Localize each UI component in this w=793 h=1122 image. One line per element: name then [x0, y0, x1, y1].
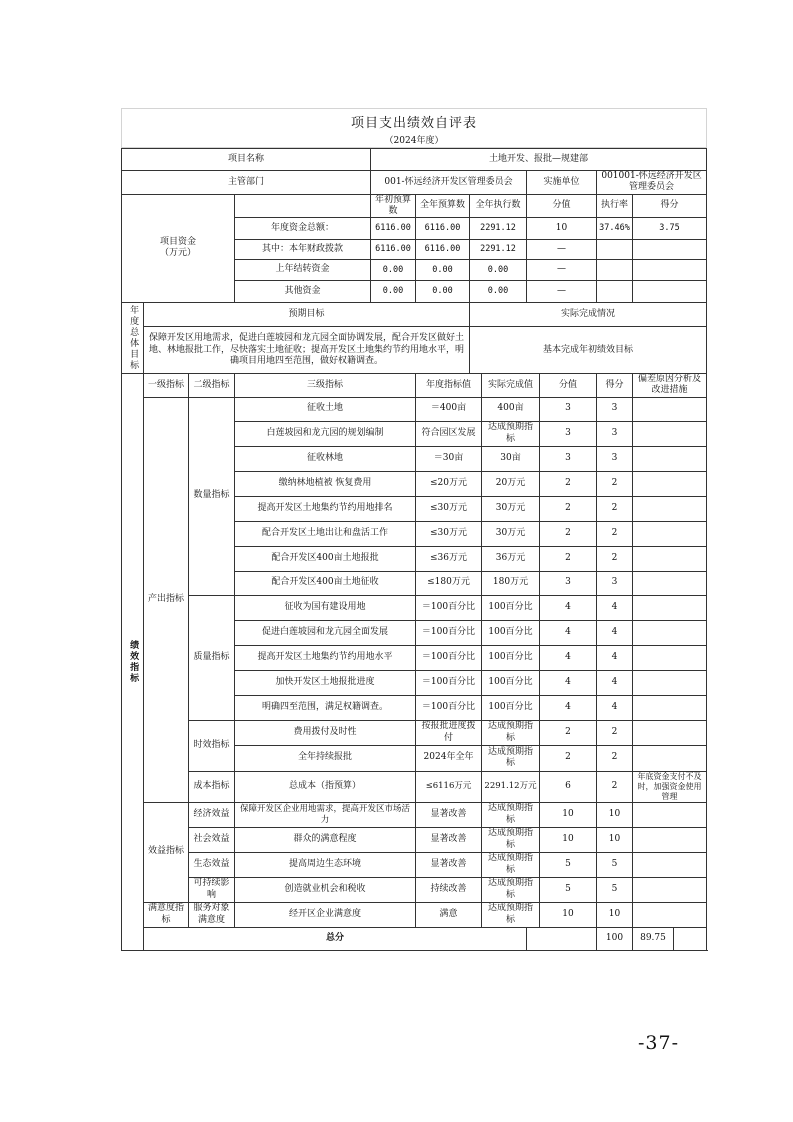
funds-row-label: 其中：本年财政拨款: [235, 240, 371, 260]
indicator-actual: 100百分比: [482, 670, 540, 695]
perf-header-cell: 年度指标值: [416, 374, 482, 398]
indicator-note: [633, 695, 707, 720]
page-title: 项目支出绩效自评表: [350, 116, 477, 131]
indicator-value: 4: [540, 670, 597, 695]
dept-value: 001-怀远经济开发区管理委员会: [371, 171, 527, 195]
indicator-target: ≤30万元: [416, 496, 482, 521]
indicator-target: ＝30亩: [416, 446, 482, 471]
label-project-name: 项目名称: [122, 149, 371, 171]
indicator-note: [633, 720, 707, 745]
total-blank: [527, 927, 597, 950]
indicator-row: [122, 397, 707, 421]
funds-header-cell: 年初预算数: [371, 194, 416, 218]
funds-budget-init: 0.00: [371, 281, 416, 303]
total-value: 100: [597, 927, 633, 950]
funds-executed: 2291.12: [470, 240, 527, 260]
impl-unit-value: 001001-怀远经济开发区管理委员会: [597, 171, 707, 195]
indicator-value: 3: [540, 571, 597, 595]
indicator-name: 费用拨付及时性: [235, 720, 416, 745]
indicator-actual: 达成预期指标: [482, 902, 540, 927]
level1-benefit: 效益指标: [144, 802, 189, 902]
indicator-value: 2: [540, 720, 597, 745]
indicator-score: 2: [597, 745, 633, 771]
funds-score: [633, 281, 707, 303]
indicator-target: ≤30万元: [416, 521, 482, 546]
indicator-value: 3: [540, 397, 597, 421]
indicator-row: [122, 902, 707, 927]
indicator-score: 10: [597, 902, 633, 927]
indicator-actual: 30万元: [482, 521, 540, 546]
indicator-note: [633, 620, 707, 645]
funds-header-cell: 全年执行数: [470, 194, 527, 218]
funds-rate: [597, 240, 633, 260]
perf-header-cell: 分值: [540, 374, 597, 398]
funds-header-cell: 全年预算数: [416, 194, 470, 218]
indicator-row: [122, 720, 707, 745]
level2-timeliness: 时效指标: [189, 720, 235, 771]
funds-budget-full: 0.00: [416, 281, 470, 303]
funds-row-label: 上年结转资金: [235, 260, 371, 281]
indicator-note: [633, 446, 707, 471]
funds-rate: [597, 260, 633, 281]
indicator-score: 4: [597, 670, 633, 695]
total-row: [122, 927, 707, 950]
indicator-value: 2: [540, 496, 597, 521]
indicator-target: ＝100百分比: [416, 620, 482, 645]
funds-budget-full: 0.00: [416, 260, 470, 281]
indicator-note: [633, 802, 707, 827]
indicator-target: ≤6116万元: [416, 771, 482, 802]
indicator-actual: 20万元: [482, 471, 540, 496]
page-number: -37-: [638, 1032, 680, 1054]
indicator-score: 2: [597, 720, 633, 745]
indicator-name: 群众的满意程度: [235, 827, 416, 852]
indicator-note: [633, 902, 707, 927]
indicator-target: 满意: [416, 902, 482, 927]
level2-social: 社会效益: [189, 827, 235, 852]
label-actual-status: 实际完成情况: [470, 303, 707, 327]
perf-header-cell: 实际完成值: [482, 374, 540, 398]
funds-executed: 0.00: [470, 260, 527, 281]
funds-score: [633, 240, 707, 260]
funds-budget-full: 6116.00: [416, 240, 470, 260]
indicator-note: [633, 421, 707, 446]
indicator-name: 配合开发区土地出让和盘活工作: [235, 521, 416, 546]
expected-goal-text: 保障开发区用地需求，促进白莲坡园和龙亢园全面协调发展，配合开发区做好土地、林地报批工作，尽快落实土地征收；提高开发区土地集约节约用地水平，明确项目用地四至范围，做好权籍调查。: [144, 327, 470, 374]
level2-quality: 质量指标: [189, 595, 235, 720]
indicator-note: [633, 827, 707, 852]
funds-budget-init: 6116.00: [371, 240, 416, 260]
indicator-value: 10: [540, 902, 597, 927]
indicator-score: 4: [597, 595, 633, 620]
funds-score-value: —: [527, 240, 597, 260]
indicator-score: 5: [597, 852, 633, 877]
indicator-score: 2: [597, 546, 633, 571]
indicator-score: 2: [597, 471, 633, 496]
indicator-name: 经开区企业满意度: [235, 902, 416, 927]
indicator-row: [122, 771, 707, 802]
level2-cost: 成本指标: [189, 771, 235, 802]
title-box: [121, 108, 707, 148]
level1-output: 产出指标: [144, 397, 189, 802]
funds-header-cell: 执行率: [597, 194, 633, 218]
indicator-note: [633, 571, 707, 595]
indicator-name: 白莲坡园和龙亢园的规划编制: [235, 421, 416, 446]
indicator-target: 持续改善: [416, 877, 482, 902]
indicator-target: ≤180万元: [416, 571, 482, 595]
indicator-value: 4: [540, 620, 597, 645]
indicator-score: 2: [597, 496, 633, 521]
indicator-name: 保障开发区企业用地需求，提高开发区市场活力: [235, 802, 416, 827]
indicator-actual: 36万元: [482, 546, 540, 571]
indicator-name: 明确四至范围，满足权籍调查。: [235, 695, 416, 720]
indicator-name: 配合开发区400亩土地报批: [235, 546, 416, 571]
indicator-value: 6: [540, 771, 597, 802]
indicator-value: 3: [540, 421, 597, 446]
funds-executed: 0.00: [470, 281, 527, 303]
indicator-note: [633, 521, 707, 546]
indicator-score: 4: [597, 695, 633, 720]
indicator-score: 10: [597, 802, 633, 827]
indicator-actual: 达成预期指标: [482, 720, 540, 745]
indicator-note: [633, 546, 707, 571]
funds-header-blank: [235, 194, 371, 218]
report-year: （2024年度）: [384, 136, 444, 146]
indicator-name: 提高周边生态环境: [235, 852, 416, 877]
indicator-note: [633, 877, 707, 902]
level2-service: 服务对象满意度: [189, 902, 235, 927]
funds-budget-init: 6116.00: [371, 218, 416, 240]
indicator-row: [122, 802, 707, 827]
indicator-target: ＝400亩: [416, 397, 482, 421]
indicator-target: 显著改善: [416, 802, 482, 827]
indicator-row: [122, 852, 707, 877]
indicator-score: 4: [597, 620, 633, 645]
row-dept: [122, 171, 707, 195]
indicator-row: [122, 827, 707, 852]
indicator-name: 提高开发区土地集约节约用地排名: [235, 496, 416, 521]
indicator-value: 2: [540, 546, 597, 571]
indicator-row: [122, 595, 707, 620]
perf-header-row: [122, 374, 707, 398]
indicator-actual: 达成预期指标: [482, 877, 540, 902]
label-annual-goal: 年度总体目标: [122, 303, 144, 374]
indicator-actual: 100百分比: [482, 695, 540, 720]
funds-rate: 37.46%: [597, 218, 633, 240]
indicator-row: [122, 877, 707, 902]
goal-content-row: [122, 327, 707, 374]
funds-score-value: 10: [527, 218, 597, 240]
indicator-name: 征收土地: [235, 397, 416, 421]
indicator-value: 4: [540, 695, 597, 720]
level1-satisfaction: 满意度指标: [144, 902, 189, 927]
indicator-target: 符合园区发展: [416, 421, 482, 446]
indicator-score: 4: [597, 645, 633, 670]
indicator-note: [633, 595, 707, 620]
funds-rate: [597, 281, 633, 303]
indicator-actual: 30万元: [482, 496, 540, 521]
indicator-value: 10: [540, 827, 597, 852]
indicator-actual: 400亩: [482, 397, 540, 421]
indicator-name: 征收林地: [235, 446, 416, 471]
funds-score: 3.75: [633, 218, 707, 240]
label-dept: 主管部门: [122, 171, 371, 195]
indicator-target: ≤20万元: [416, 471, 482, 496]
perf-header-cell: 二级指标: [189, 374, 235, 398]
indicator-value: 4: [540, 645, 597, 670]
label-expected-goal: 预期目标: [144, 303, 470, 327]
funds-score-value: —: [527, 281, 597, 303]
indicator-target: ＝100百分比: [416, 695, 482, 720]
perf-header-cell: 得分: [597, 374, 633, 398]
indicator-score: 3: [597, 571, 633, 595]
indicator-name: 创造就业机会和税收: [235, 877, 416, 902]
indicator-actual: 达成预期指标: [482, 827, 540, 852]
funds-header-row: [122, 194, 707, 218]
indicator-value: 2: [540, 745, 597, 771]
funds-row-label: 其他资金: [235, 281, 371, 303]
funds-row-label: 年度资金总额：: [235, 218, 371, 240]
label-performance-indicators: 绩效指标: [122, 374, 144, 951]
indicator-actual: 2291.12万元: [482, 771, 540, 802]
indicator-actual: 180万元: [482, 571, 540, 595]
indicator-target: ＝100百分比: [416, 595, 482, 620]
indicator-target: 2024年全年: [416, 745, 482, 771]
indicator-actual: 100百分比: [482, 595, 540, 620]
indicator-note: [633, 645, 707, 670]
goal-header-row: [122, 303, 707, 327]
funds-header-cell: 得分: [633, 194, 707, 218]
indicator-score: 3: [597, 446, 633, 471]
indicator-value: 3: [540, 446, 597, 471]
indicator-value: 2: [540, 521, 597, 546]
indicator-score: 2: [597, 771, 633, 802]
indicator-name: 促进白莲坡园和龙亢园全面发展: [235, 620, 416, 645]
total-note: [674, 927, 707, 950]
indicator-note: [633, 745, 707, 771]
indicator-note: [633, 471, 707, 496]
indicator-value: 2: [540, 471, 597, 496]
funds-score: [633, 260, 707, 281]
indicator-name: 提高开发区土地集约节约用地水平: [235, 645, 416, 670]
indicator-score: 3: [597, 397, 633, 421]
actual-status-text: 基本完成年初绩效目标: [470, 327, 707, 374]
indicator-value: 4: [540, 595, 597, 620]
total-score: 89.75: [633, 927, 674, 950]
performance-table: [121, 148, 707, 951]
indicator-name: 加快开发区土地报批进度: [235, 670, 416, 695]
indicator-actual: 达成预期指标: [482, 745, 540, 771]
indicator-note: [633, 397, 707, 421]
indicator-name: 总成本（指预算）: [235, 771, 416, 802]
level2-ecological: 生态效益: [189, 852, 235, 877]
indicator-score: 5: [597, 877, 633, 902]
funds-score-value: —: [527, 260, 597, 281]
level2-economic: 经济效益: [189, 802, 235, 827]
funds-budget-init: 0.00: [371, 260, 416, 281]
project-name: 土地开发、报批—规建部: [371, 149, 707, 171]
label-impl-unit: 实施单位: [527, 171, 597, 195]
indicator-note: [633, 496, 707, 521]
indicator-note: 年底资金支付不及时，加强资金使用管理: [633, 771, 707, 802]
indicator-value: 10: [540, 802, 597, 827]
indicator-target: 显著改善: [416, 827, 482, 852]
indicator-note: [633, 670, 707, 695]
row-project-name: [122, 149, 707, 171]
indicator-actual: 100百分比: [482, 645, 540, 670]
indicator-name: 配合开发区400亩土地征收: [235, 571, 416, 595]
indicator-name: 全年持续报批: [235, 745, 416, 771]
label-total: 总分: [144, 927, 527, 950]
indicator-actual: 达成预期指标: [482, 421, 540, 446]
indicator-target: 按报批进度拨付: [416, 720, 482, 745]
indicator-target: ≤36万元: [416, 546, 482, 571]
indicator-target: 显著改善: [416, 852, 482, 877]
indicator-actual: 100百分比: [482, 620, 540, 645]
indicator-score: 10: [597, 827, 633, 852]
indicator-name: 缴纳林地植被 恢复费用: [235, 471, 416, 496]
indicator-actual: 达成预期指标: [482, 802, 540, 827]
indicator-target: ＝100百分比: [416, 645, 482, 670]
indicator-score: 2: [597, 521, 633, 546]
funds-executed: 2291.12: [470, 218, 527, 240]
indicator-target: ＝100百分比: [416, 670, 482, 695]
funds-header-cell: 分值: [527, 194, 597, 218]
indicator-actual: 达成预期指标: [482, 852, 540, 877]
indicator-note: [633, 852, 707, 877]
label-funds: 项目资金 （万元）: [122, 194, 235, 303]
indicator-actual: 30亩: [482, 446, 540, 471]
perf-header-cell: 三级指标: [235, 374, 416, 398]
indicator-score: 3: [597, 421, 633, 446]
indicator-value: 5: [540, 877, 597, 902]
level2-sustainable: 可持续影响: [189, 877, 235, 902]
level2-quantity: 数量指标: [189, 397, 235, 595]
indicator-name: 征收为国有建设用地: [235, 595, 416, 620]
indicator-value: 5: [540, 852, 597, 877]
perf-header-cell: 一级指标: [144, 374, 189, 398]
perf-header-cell: 偏差原因分析及改进措施: [633, 374, 707, 398]
funds-budget-full: 6116.00: [416, 218, 470, 240]
